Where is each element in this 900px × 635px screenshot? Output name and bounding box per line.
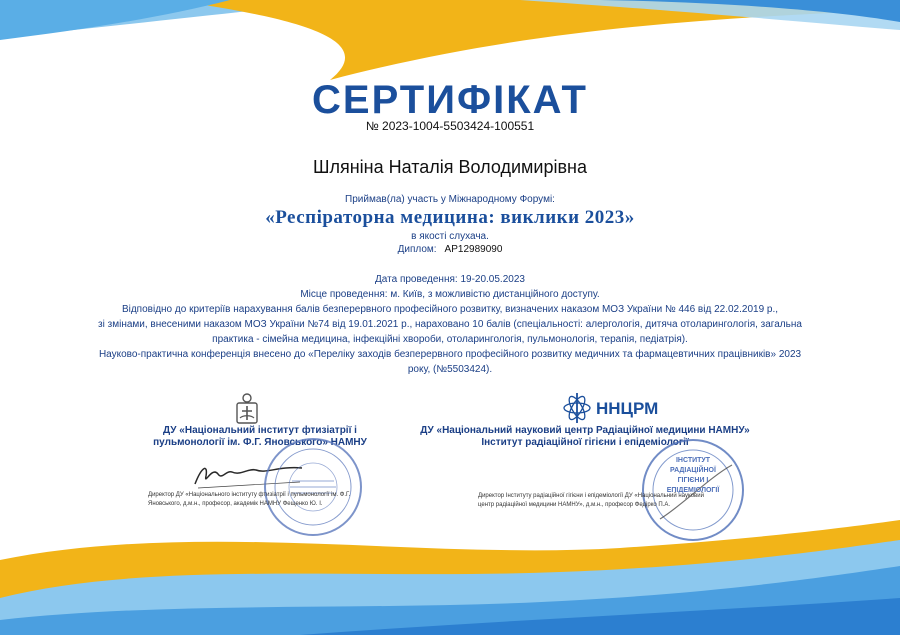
event-title: «Респіраторна медицина: виклики 2023» xyxy=(265,207,635,228)
certificate-title: СЕРТИФІКАТ xyxy=(312,78,588,122)
right-org-name-line-2: Інститут радіаційної гігієни і епідеміології xyxy=(481,437,689,448)
criteria-line-2: зі змінами, внесеними наказом МОЗ України №74 від 19.01.2021 р., нараховано 10 балів (спеціальності: алергологія, дитяча отоларингологія, загальна xyxy=(98,319,802,330)
diploma-row xyxy=(0,244,900,255)
right-org-name-line-1: ДУ «Національний науковий центр Радіаційної медицини НАМНУ» xyxy=(420,425,750,436)
conference-line-2: року, (№5503424). xyxy=(407,364,493,375)
conference-line-1: Науково-практична конференція внесено до «Переліку заходів безперервного професійного розвитку медичних та фармацевтичних працівників» 2023 xyxy=(98,349,802,360)
right-org-logo-text: ННЦРМ xyxy=(596,399,659,418)
diploma-number: AP12989090 xyxy=(444,244,503,255)
right-stamp-line-3: ГІГІЄНИ І xyxy=(677,477,709,484)
participant-name: Шляніна Наталія Володимирівна xyxy=(312,157,587,177)
left-director-line-2: Яновського, д.м.н., професор, академік НАМНУ Фещенко Ю. І. xyxy=(148,501,323,507)
place-line: Місце проведення: м. Київ, з можливістю дистанційного доступу. xyxy=(300,289,600,300)
left-director-line-1: Директор ДУ «Національного інституту фтизіатрії і пульмонології ім. Ф.Г. xyxy=(148,492,351,498)
right-stamp-line-1: ІНСТИТУТ xyxy=(675,457,711,464)
left-org-logo xyxy=(234,393,260,427)
left-org-name-line-2: пульмонології ім. Ф.Г. Яновського» НАМНУ xyxy=(153,437,367,448)
right-director-line-2: центр радіаційної медицини НАМНУ», д.м.н., професор Федірко П.А. xyxy=(478,502,671,508)
criteria-line-3: практика - сімейна медицина, інфекційні хвороби, отоларингологія, пульмонологія, терапія, педіатрія). xyxy=(212,334,688,345)
right-stamp-line-2: РАДІАЦІЙНОЇ xyxy=(670,467,716,474)
date-line: Дата проведення: 19-20.05.2023 xyxy=(375,274,525,285)
right-stamp-text xyxy=(654,456,732,496)
left-director-text xyxy=(148,491,398,509)
participation-text: Приймав(ла) участь у Міжнародному Форумі: xyxy=(345,194,555,205)
criteria-line-1: Відповідно до критеріїв нарахування балів безперервного професійного розвитку, визначених наказом МОЗ України № 446 від 22.02.2019 р., xyxy=(121,304,779,315)
certificate-number: № 2023-1004-5503424-100551 xyxy=(365,119,535,133)
details-block xyxy=(70,272,830,377)
right-director-text xyxy=(478,492,723,510)
right-org-logo-icon xyxy=(562,391,592,425)
right-director-line-1: Директор Інституту радіаційної гігієни і епідеміології ДУ «Національний науковий xyxy=(478,493,704,499)
right-stamp-line-4: ЕПІДЕМІОЛОГІЇ xyxy=(666,487,720,494)
top-wave-blue xyxy=(0,0,230,40)
left-org-name-line-1: ДУ «Національний інститут фтизіатрії і xyxy=(163,425,357,436)
role-text: в якості слухача. xyxy=(411,231,489,242)
diploma-label: Диплом: xyxy=(397,244,437,255)
left-stamp-icon xyxy=(262,436,364,538)
